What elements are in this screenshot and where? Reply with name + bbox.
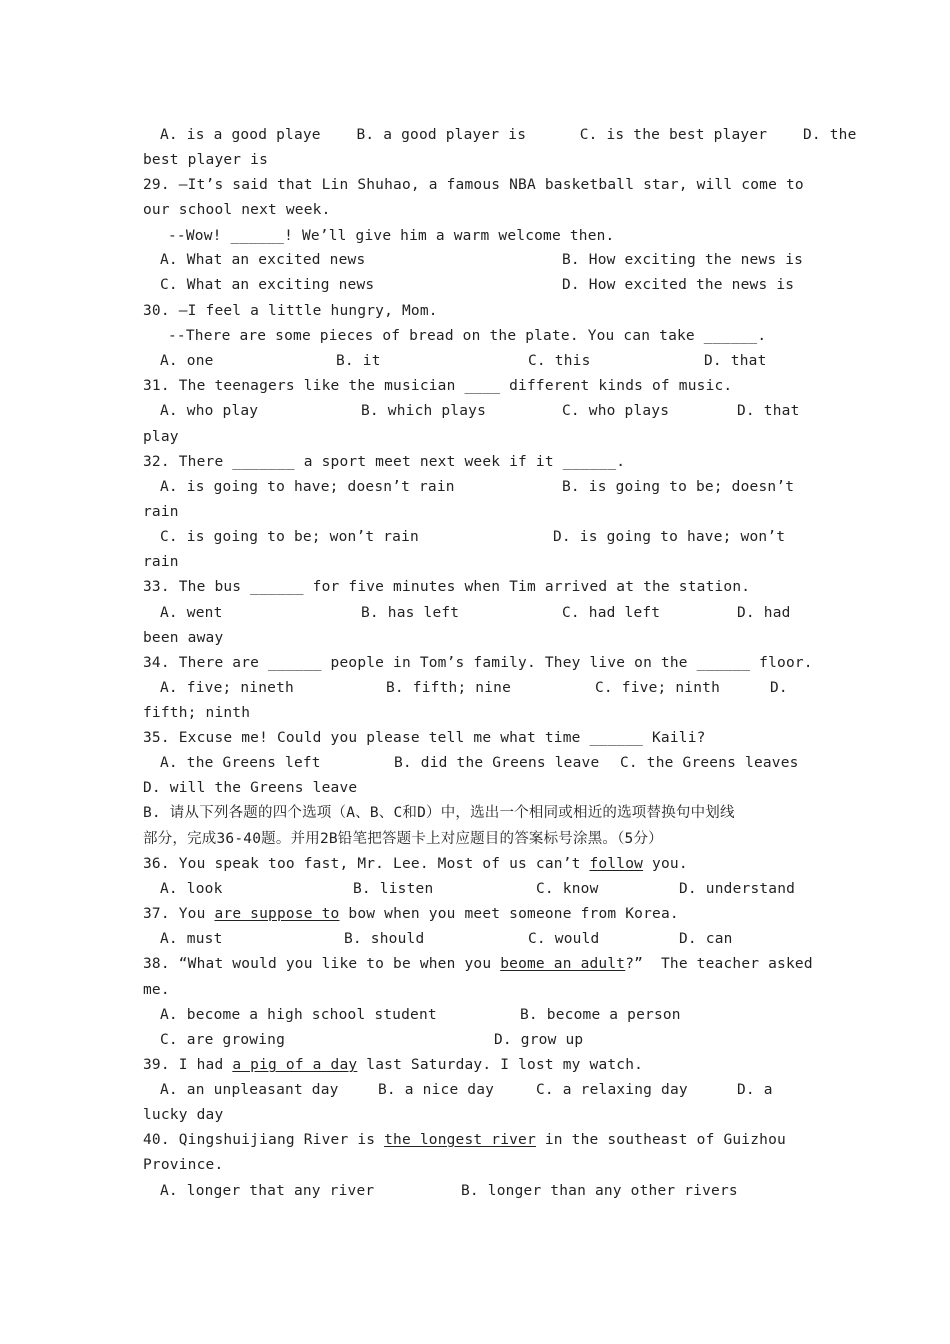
text-line <box>160 603 223 623</box>
text-line <box>143 200 331 220</box>
text-line <box>168 326 766 346</box>
text-line <box>160 1181 374 1201</box>
text-line <box>143 653 813 673</box>
text-line <box>160 275 374 295</box>
text-segment: B. become a person <box>520 1007 681 1023</box>
text-segment: D. that <box>737 403 800 419</box>
text-line <box>562 603 660 623</box>
text-line <box>562 401 669 421</box>
text-segment: in the southeast of Guizhou <box>535 1132 786 1148</box>
text-line <box>143 1105 223 1125</box>
underlined-phrase: the longest river <box>384 1132 536 1148</box>
text-segment: Province. <box>143 1157 224 1173</box>
text-segment: A. is going to have; doesn’t rain <box>160 479 455 495</box>
text-segment: 29. –It’s said that Lin Shuhao, a famous NBA basketball star, will come to <box>143 177 804 193</box>
text-segment: rain <box>143 554 179 570</box>
text-segment: B. which plays <box>361 403 487 419</box>
text-line <box>737 1080 773 1100</box>
text-line <box>143 552 179 572</box>
text-line <box>143 728 706 748</box>
text-segment: C. had left <box>562 605 661 621</box>
text-line <box>562 477 794 497</box>
text-line <box>160 250 365 270</box>
text-segment: 40. Qingshuijiang River is <box>143 1132 385 1148</box>
text-line <box>160 929 223 949</box>
text-segment: 39. I had <box>143 1057 233 1073</box>
text-segment: D. a <box>737 1082 773 1098</box>
text-segment: C. who plays <box>562 403 670 419</box>
text-segment: --There are some pieces of bread on the plate. You can take ______. <box>168 328 767 344</box>
text-segment: B. has left <box>361 605 460 621</box>
text-segment: B. listen <box>353 881 434 897</box>
text-line <box>528 929 599 949</box>
text-line <box>562 250 803 270</box>
text-line <box>160 879 223 899</box>
text-segment: B. a nice day <box>378 1082 495 1098</box>
text-segment: play <box>143 429 179 445</box>
text-segment: rain <box>143 504 179 520</box>
text-segment: fifth; ninth <box>143 705 251 721</box>
text-segment: D. had <box>737 605 791 621</box>
text-segment: C. What an exciting news <box>160 277 375 293</box>
text-segment: last Saturday. I lost my watch. <box>357 1057 644 1073</box>
text-segment: C. the Greens leaves <box>620 755 799 771</box>
text-line <box>536 1080 688 1100</box>
text-line <box>143 803 735 823</box>
text-segment: B. How exciting the news is <box>562 252 804 268</box>
text-segment: B. 请从下列各题的四个选项（A、B、C和D）中，选出一个相同或相近的选项替换句中划线 <box>143 805 735 821</box>
text-segment: A. five; nineth <box>160 680 294 696</box>
text-segment: me. <box>143 982 170 998</box>
text-line <box>528 351 591 371</box>
text-segment: D. that <box>704 353 767 369</box>
text-line <box>168 226 615 246</box>
text-segment: --Wow! ______! We’ll give him a warm welcome then. <box>168 228 615 244</box>
text-segment: A. longer that any river <box>160 1183 375 1199</box>
text-segment: D. <box>770 680 788 696</box>
text-segment: A. must <box>160 931 223 947</box>
text-line <box>143 954 813 974</box>
text-line <box>143 1130 786 1150</box>
text-segment: 38. “What would you like to be when you <box>143 956 501 972</box>
text-segment: A. who play <box>160 403 259 419</box>
text-segment: D. understand <box>679 881 796 897</box>
text-segment: B. did the Greens leave <box>394 755 600 771</box>
text-line <box>353 879 433 899</box>
text-segment: 34. There are ______ people in Tom’s family. They live on the ______ floor. <box>143 655 813 671</box>
text-line <box>143 502 179 522</box>
text-segment: A. the Greens left <box>160 755 321 771</box>
text-line <box>160 351 214 371</box>
text-line <box>143 301 438 321</box>
text-line <box>143 829 663 849</box>
text-line <box>770 678 788 698</box>
text-line <box>143 427 179 447</box>
text-line <box>143 854 688 874</box>
text-line <box>679 879 795 899</box>
text-segment: B. should <box>344 931 425 947</box>
text-segment: lucky day <box>143 1107 224 1123</box>
text-line <box>160 1005 437 1025</box>
text-segment: ?” The teacher asked <box>625 956 813 972</box>
text-line <box>679 929 733 949</box>
text-segment: 35. Excuse me! Could you please tell me what time ______ Kaili? <box>143 730 706 746</box>
text-line <box>143 376 732 396</box>
text-segment: 31. The teenagers like the musician ____ different kinds of music. <box>143 378 733 394</box>
text-segment: bow when you meet someone from Korea. <box>339 906 679 922</box>
text-segment: C. this <box>528 353 591 369</box>
text-segment: C. would <box>528 931 600 947</box>
text-segment: A. What an excited news <box>160 252 366 268</box>
text-segment: 36. You speak too fast, Mr. Lee. Most of us can’t <box>143 856 590 872</box>
text-line <box>143 1155 223 1175</box>
text-line <box>160 1030 285 1050</box>
text-line <box>160 125 857 145</box>
text-segment: D. can <box>679 931 733 947</box>
text-line <box>394 753 599 773</box>
text-segment: B. is going to be; doesn’t <box>562 479 795 495</box>
underlined-phrase: beome an adult <box>500 956 626 972</box>
text-segment: been away <box>143 630 224 646</box>
text-line <box>160 753 321 773</box>
text-segment: D. is going to have; won’t <box>553 529 786 545</box>
text-segment: C. are growing <box>160 1032 286 1048</box>
text-line <box>737 603 791 623</box>
text-segment: B. it <box>336 353 381 369</box>
text-segment: A. become a high school student <box>160 1007 437 1023</box>
text-line <box>461 1181 738 1201</box>
text-line <box>160 401 258 421</box>
text-segment: A. one <box>160 353 214 369</box>
text-line <box>361 401 486 421</box>
text-line <box>143 778 357 798</box>
text-segment: C. a relaxing day <box>536 1082 688 1098</box>
text-segment: 部分，完成36-40题。并用2B铅笔把答题卡上对应题目的答案标号涂黑。（5分） <box>143 831 663 847</box>
text-segment: you. <box>643 856 688 872</box>
text-line <box>143 577 750 597</box>
underlined-phrase: are suppose to <box>214 906 340 922</box>
text-line <box>160 1080 339 1100</box>
text-line <box>160 527 419 547</box>
text-line <box>361 603 459 623</box>
text-segment: C. know <box>536 881 599 897</box>
text-line <box>378 1080 494 1100</box>
text-line <box>160 477 455 497</box>
text-segment: our school next week. <box>143 202 331 218</box>
text-segment: D. How excited the news is <box>562 277 795 293</box>
text-line <box>386 678 511 698</box>
text-line <box>143 980 170 1000</box>
text-segment: A. an unpleasant day <box>160 1082 339 1098</box>
underlined-phrase: a pig of a day <box>232 1057 358 1073</box>
text-line <box>595 678 720 698</box>
text-line <box>143 703 250 723</box>
text-segment: D. will the Greens leave <box>143 780 358 796</box>
text-segment: 32. There _______ a sport meet next week if it ______. <box>143 454 626 470</box>
text-line <box>336 351 381 371</box>
text-line <box>143 1055 643 1075</box>
text-line <box>553 527 785 547</box>
text-segment: 30. –I feel a little hungry, Mom. <box>143 303 438 319</box>
text-line <box>160 678 294 698</box>
text-line <box>494 1030 583 1050</box>
text-line <box>344 929 424 949</box>
text-line <box>737 401 800 421</box>
text-segment: 33. The bus ______ for five minutes when Tim arrived at the station. <box>143 579 751 595</box>
text-segment: B. longer than any other rivers <box>461 1183 738 1199</box>
text-line <box>704 351 767 371</box>
text-line <box>536 879 599 899</box>
text-segment: C. is going to be; won’t rain <box>160 529 419 545</box>
text-segment: B. fifth; nine <box>386 680 512 696</box>
text-line <box>520 1005 681 1025</box>
text-segment: A. went <box>160 605 223 621</box>
text-line <box>143 452 625 472</box>
text-line <box>143 175 804 195</box>
text-line <box>143 628 223 648</box>
text-segment: A. is a good playe B. a good player is C. is the best player D. the <box>160 127 857 143</box>
text-segment: best player is <box>143 152 269 168</box>
text-segment: 37. You <box>143 906 215 922</box>
text-line <box>143 150 268 170</box>
text-line <box>143 904 679 924</box>
text-segment: A. look <box>160 881 223 897</box>
text-line <box>620 753 799 773</box>
text-segment: D. grow up <box>494 1032 584 1048</box>
text-segment: C. five; ninth <box>595 680 721 696</box>
underlined-phrase: follow <box>589 856 644 872</box>
text-line <box>562 275 794 295</box>
